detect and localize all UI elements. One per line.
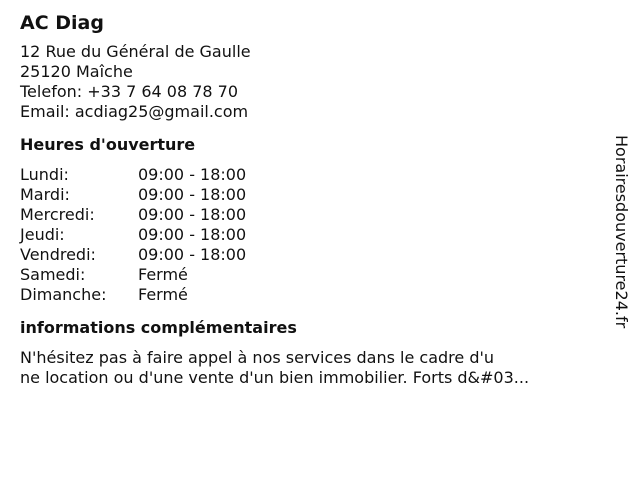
hours-row-monday [20, 165, 600, 185]
day-label: Mercredi: [20, 205, 95, 224]
hours-row-sunday [20, 285, 600, 305]
day-label: Lundi: [20, 165, 69, 184]
site-watermark: Horairesdouverture24.fr [612, 135, 631, 329]
info-text-line-2: ne location ou d'une vente d'un bien immobilier. Forts d&#03... [20, 368, 530, 387]
info-heading: informations complémentaires [20, 318, 297, 337]
business-card [20, 10, 600, 388]
day-hours: Fermé [138, 285, 188, 304]
hours-row-wednesday [20, 205, 600, 225]
hours-row-saturday [20, 265, 600, 285]
day-hours: 09:00 - 18:00 [138, 205, 247, 224]
business-name: AC Diag [20, 12, 104, 34]
day-hours: 09:00 - 18:00 [138, 245, 247, 264]
day-label: Jeudi: [20, 225, 65, 244]
day-label: Dimanche: [20, 285, 107, 304]
email-line: Email: acdiag25@gmail.com [20, 102, 249, 121]
hours-heading: Heures d'ouverture [20, 135, 196, 154]
day-label: Mardi: [20, 185, 70, 204]
day-label: Samedi: [20, 265, 86, 284]
hours-table [20, 165, 600, 305]
hours-row-friday [20, 245, 600, 265]
day-hours: 09:00 - 18:00 [138, 225, 247, 244]
address-street: 12 Rue du Général de Gaulle [20, 42, 251, 61]
day-hours: Fermé [138, 265, 188, 284]
address-city: 25120 Maîche [20, 62, 133, 81]
hours-row-thursday [20, 225, 600, 245]
phone-line: Telefon: +33 7 64 08 78 70 [20, 82, 239, 101]
hours-row-tuesday [20, 185, 600, 205]
day-label: Vendredi: [20, 245, 96, 264]
day-hours: 09:00 - 18:00 [138, 185, 247, 204]
info-text-line-1: N'hésitez pas à faire appel à nos services dans le cadre d'u [20, 348, 495, 367]
day-hours: 09:00 - 18:00 [138, 165, 247, 184]
